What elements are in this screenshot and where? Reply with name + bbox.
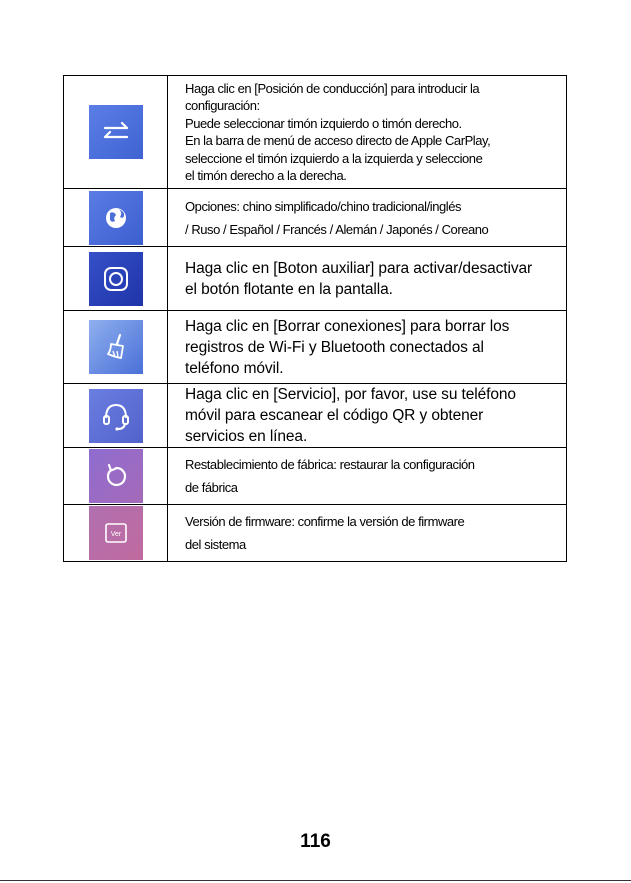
table-row-clear-connections <box>64 311 567 384</box>
text-line: seleccione el timón izquierdo a la izquierda y seleccione <box>185 150 483 166</box>
footer-divider <box>0 880 631 881</box>
text-line: En la barra de menú de acceso directo de Apple CarPlay, <box>185 133 491 148</box>
headset-icon <box>89 389 143 443</box>
row-description <box>168 311 567 384</box>
text-line: el timón derecho a la derecha. <box>185 168 347 183</box>
text-line: registros de Wi-Fi y Bluetooth conectados al <box>185 338 484 356</box>
text-line: Haga clic en [Servicio], por favor, use su teléfono <box>185 386 516 403</box>
row-description <box>168 384 567 448</box>
table-row-assistive-button <box>64 247 567 311</box>
text-line: Haga clic en [Posición de conducción] para introducir la <box>185 80 480 96</box>
text-line: Haga clic en [Boton auxiliar] para activar/desactivar <box>185 259 533 277</box>
icon-cell <box>64 448 168 505</box>
table-row-service <box>64 384 567 448</box>
text-line: del sistema <box>185 537 246 552</box>
text-line: Opciones: chino simplificado/chino tradicional/inglés <box>185 198 462 214</box>
text-line: Haga clic en [Borrar conexiones] para borrar los <box>185 317 510 335</box>
icon-cell <box>64 505 168 562</box>
page-number: 116 <box>300 831 331 852</box>
text-line: Puede seleccionar timón izquierdo o timón derecho. <box>185 115 462 131</box>
text-line: Versión de firmware: confirme la versión de firmware <box>185 514 465 529</box>
row-description <box>168 247 567 311</box>
text-line: configuración: <box>185 98 260 113</box>
row-description <box>168 505 567 562</box>
text-line: / Ruso / Español / Francés / Alemán / Japonés / Coreano <box>185 221 489 237</box>
broom-icon <box>89 320 143 374</box>
text-line: Restablecimiento de fábrica: restaurar la configuración <box>185 457 475 472</box>
floating-button-icon <box>89 252 143 306</box>
icon-cell <box>64 189 168 247</box>
icon-cell <box>64 247 168 311</box>
text-line: teléfono móvil. <box>185 359 284 377</box>
settings-table <box>63 75 567 562</box>
table-row-language <box>64 189 567 247</box>
text-line: móvil para escanear el código QR y obtener <box>185 407 484 424</box>
icon-cell <box>64 311 168 384</box>
row-description <box>168 76 567 189</box>
globe-icon <box>89 191 143 245</box>
swap-arrows-icon <box>89 105 143 159</box>
text-line: el botón flotante en la pantalla. <box>185 280 393 298</box>
version-label: Ver <box>110 531 121 538</box>
row-description <box>168 189 567 247</box>
icon-cell <box>64 76 168 189</box>
text-line: servicios en línea. <box>185 428 308 445</box>
factory-reset-icon <box>89 449 143 503</box>
table-row-driving-position <box>64 76 567 189</box>
icon-cell <box>64 384 168 448</box>
table-row-factory-reset <box>64 448 567 505</box>
text-line: de fábrica <box>185 480 238 495</box>
table-row-firmware-version <box>64 505 567 562</box>
row-description <box>168 448 567 505</box>
version-icon <box>89 506 143 560</box>
